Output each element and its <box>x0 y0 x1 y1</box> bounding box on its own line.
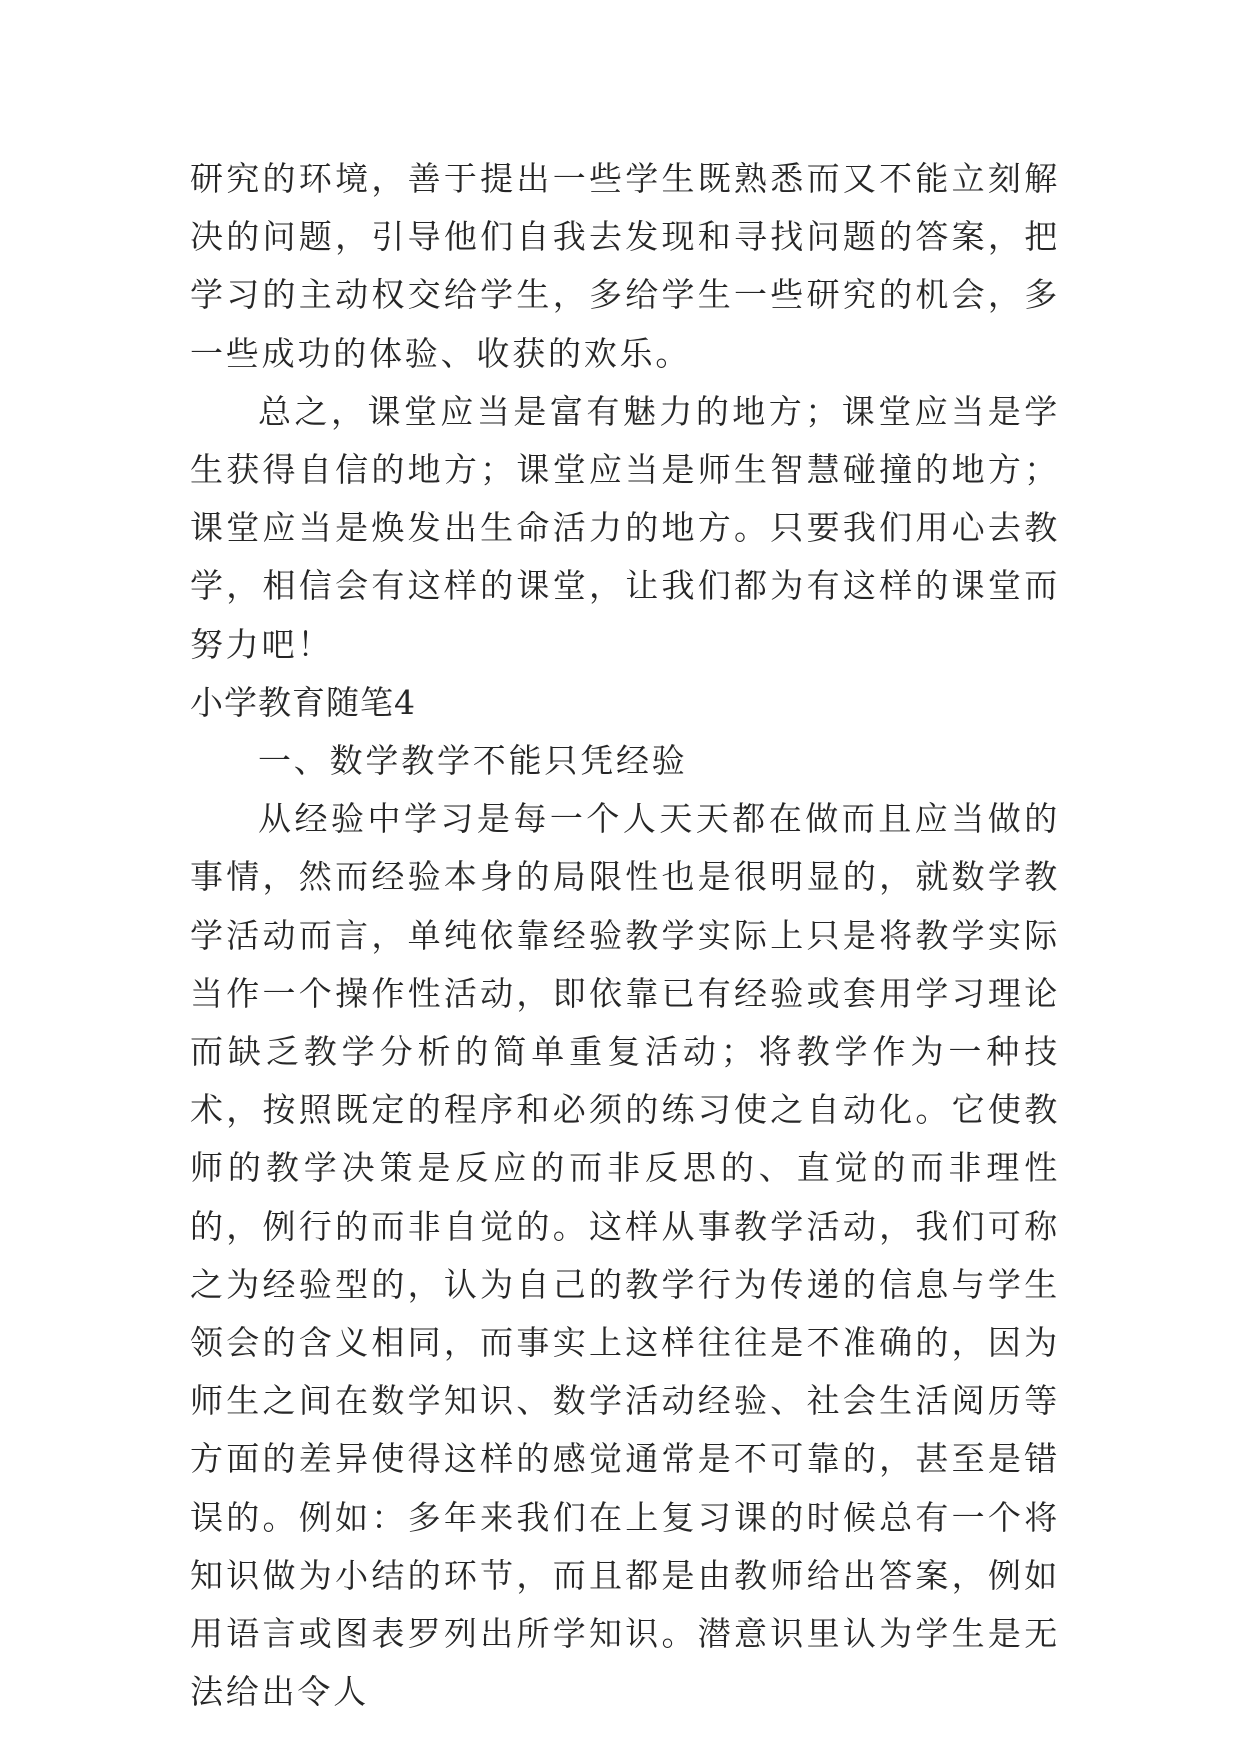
paragraph-continuation: 研究的环境，善于提出一些学生既熟悉而又不能立刻解决的问题，引导他们自我去发现和寻找问题的答案，把学习的主动权交给学生，多给学生一些研究的机会，多一些成功的体验、收获的欢乐。 <box>190 159 1060 373</box>
section-subheading: 一、数学教学不能只凭经验 <box>258 741 688 781</box>
section-heading: 小学教育随笔4 <box>190 682 416 722</box>
paragraph-body: 从经验中学习是每一个人天天都在做而且应当做的事情，然而经验本身的局限性也是很明显的，就数学教学活动而言，单纯依靠经验教学实际上只是将教学实际当作一个操作性活动，即依靠已有经验或套用学习理论而缺乏教学分析的简单重复活动；将教学作为一种技术，按照既定的程序和必须的练习使之自动化。它使教师的教学决策是反应的而非反思的、直觉的而非理性的，例行的而非自觉的。这样从事教学活动，我们可称之为经验型的，认为自己的教学行为传递的信息与学生领会的含义相同，而事实上这样往往是不准确的，因为师生之间在数学知识、数学活动经验、社会生活阅历等方面的差异使得这样的感觉通常是不可靠的，甚至是错误的。例如：多年来我们在上复习课的时候总有一个将知识做为小结的环节，而且都是由教师给出答案，例如用语言或图表罗列出所学知识。潜意识里认为学生是无法给出令人 <box>190 799 1060 1712</box>
paragraph-conclusion: 总之，课堂应当是富有魅力的地方；课堂应当是学生获得自信的地方；课堂应当是师生智慧碰撞的地方；课堂应当是焕发出生命活力的地方。只要我们用心去教学，相信会有这样的课堂，让我们都为有这样的课堂而努力吧！ <box>190 391 1060 664</box>
document-body <box>190 150 1060 1721</box>
